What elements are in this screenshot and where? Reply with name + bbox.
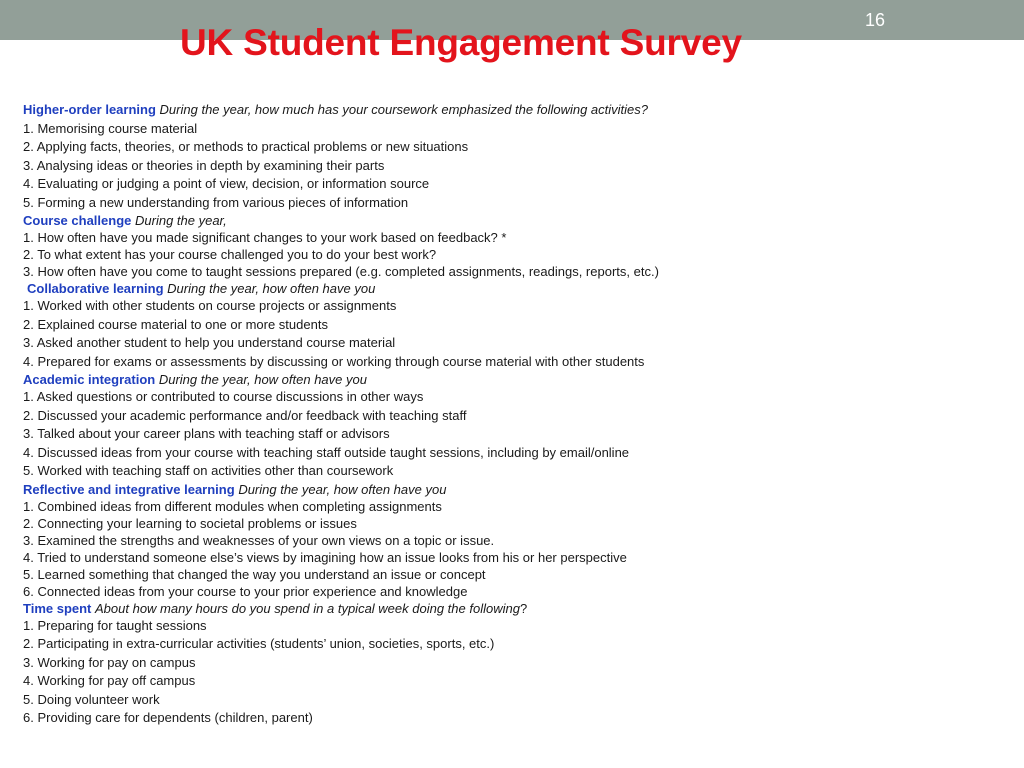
section-label: Reflective and integrative learning <box>23 481 235 497</box>
section-heading-academic-integration <box>23 371 1003 388</box>
list-item: 5. Worked with teaching staff on activities other than coursework <box>23 463 394 478</box>
list-item: 4. Discussed ideas from your course with teaching staff outside taught sessions, including by email/online <box>23 444 630 460</box>
survey-content <box>23 101 1003 728</box>
list-item: 2. Discussed your academic performance and/or feedback with teaching staff <box>23 407 467 423</box>
list-item: 5. Forming a new understanding from various pieces of information <box>23 194 409 210</box>
list-item: 4. Tried to understand someone else’s views by imagining how an issue looks from his or her perspective <box>23 549 627 565</box>
list-item: 2. Connecting your learning to societal problems or issues <box>23 515 357 531</box>
section-prompt: During the year, how much has your coursework emphasized the following activities? <box>159 102 649 117</box>
section-prompt-suffix: ? <box>519 600 528 616</box>
list-item: 3. How often have you come to taught sessions prepared (e.g. completed assignments, readings, reports, etc.) <box>23 264 659 279</box>
section-heading-time-spent <box>23 600 1003 617</box>
section-label: Course challenge <box>23 213 132 228</box>
section-heading-course-challenge <box>23 212 1003 229</box>
list-item: 6. Connected ideas from your course to your prior experience and knowledge <box>23 583 468 599</box>
list-item: 4. Working for pay off campus <box>23 673 196 688</box>
section-heading-higher-order-learning <box>23 101 1003 120</box>
section-prompt: During the year, <box>135 213 227 228</box>
list-item: 1. Asked questions or contributed to course discussions in other ways <box>23 389 424 404</box>
list-item: 4. Prepared for exams or assessments by discussing or working through course material with other students <box>23 353 645 369</box>
list-item: 3. Talked about your career plans with teaching staff or advisors <box>23 426 390 441</box>
list-item: 1. How often have you made significant changes to your work based on feedback? * <box>23 230 507 245</box>
list-item: 3. Asked another student to help you understand course material <box>23 335 396 350</box>
section-heading-collaborative-learning <box>23 280 1003 297</box>
section-label: Collaborative learning <box>27 281 164 296</box>
list-item: 1. Combined ideas from different modules when completing assignments <box>23 498 442 514</box>
list-item: 5. Learned something that changed the way you understand an issue or concept <box>23 566 486 582</box>
list-item: 6. Providing care for dependents (children, parent) <box>23 710 313 725</box>
list-item: 4. Evaluating or judging a point of view, decision, or information source <box>23 176 430 191</box>
list-item: 3. Examined the strengths and weaknesses of your own views on a topic or issue. <box>23 532 495 548</box>
section-prompt: During the year, how often have you <box>158 372 367 387</box>
section-prompt: During the year, how often have you <box>167 281 376 296</box>
list-item: 1. Memorising course material <box>23 120 198 136</box>
section-label: Time spent <box>23 600 92 616</box>
list-item: 3. Analysing ideas or theories in depth by examining their parts <box>23 157 385 173</box>
list-item: 2. Participating in extra-curricular activities (students’ union, societies, sports, etc.) <box>23 636 495 651</box>
list-item: 2. Applying facts, theories, or methods to practical problems or new situations <box>23 139 469 154</box>
list-item: 1. Worked with other students on course projects or assignments <box>23 298 397 313</box>
section-label: Academic integration <box>23 372 156 387</box>
section-heading-reflective-integrative-learning <box>23 481 1003 498</box>
list-item: 5. Doing volunteer work <box>23 691 160 707</box>
list-item: 2. Explained course material to one or more students <box>23 316 328 332</box>
list-item: 2. To what extent has your course challenged you to do your best work? <box>23 247 437 262</box>
section-prompt: About how many hours do you spend in a typical week doing the following <box>95 600 520 616</box>
section-prompt: During the year, how often have you <box>238 481 447 497</box>
slide-number: 16 <box>864 10 886 30</box>
list-item: 1. Preparing for taught sessions <box>23 617 207 633</box>
list-item: 3. Working for pay on campus <box>23 654 196 670</box>
slide-title: UK Student Engagement Survey <box>180 22 742 63</box>
section-label: Higher-order learning <box>23 102 156 117</box>
